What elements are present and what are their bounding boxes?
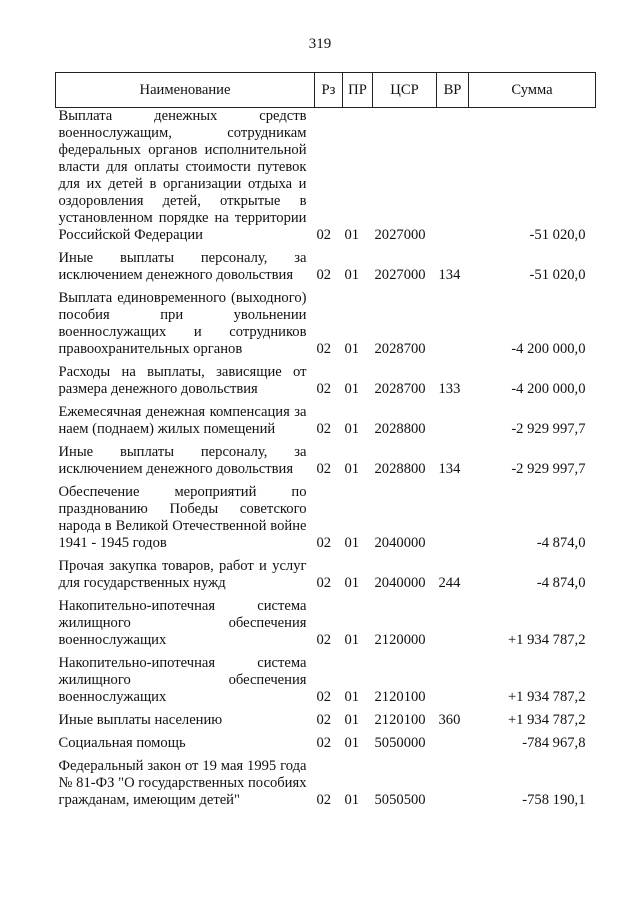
row-csr: 2120100 [374,689,426,705]
table-row [56,729,596,752]
row-name: Выплата единовременного (выходного) пособия при увольнении военнослужащих и сотрудников правоохранительных органов [58,290,307,357]
table-row [56,284,596,358]
row-rz: 02 [316,575,332,591]
table-row [56,706,596,729]
table-row [56,398,596,438]
row-csr: 2040000 [374,575,426,591]
row-csr: 2027000 [374,267,426,283]
row-name: Обеспечение мероприятий по празднованию Победы советского народа в Великой Отечественной войне 1941 - 1945 годов [58,484,307,551]
row-csr: 2028700 [374,381,426,397]
table-row [56,552,596,592]
row-csr: 2120000 [374,632,426,648]
row-sum: +1 934 787,2 [507,712,586,728]
row-name: Накопительно-ипотечная система жилищного обеспечения военнослужащих [58,655,307,705]
table-row [56,592,596,649]
row-vr: 134 [438,267,461,283]
row-csr: 5050000 [374,735,426,751]
row-rz: 02 [316,632,332,648]
header-pr: ПР [343,73,373,108]
table-row [56,358,596,398]
row-vr [437,649,469,706]
table-row [56,244,596,284]
row-vr [437,478,469,552]
row-rz: 02 [316,461,332,477]
header-row [56,73,596,108]
row-sum: -4 200 000,0 [511,341,586,357]
page-number: 319 [308,36,332,52]
row-sum: -2 929 997,7 [511,421,586,437]
row-name: Выплата денежных средств военнослужащим, сотрудникам федеральных органов исполнительной власти для оплаты стоимости путевок для их детей в организации отдыха и оздоровления детей, открытые в установленном порядке на территории Российской Федерации [58,108,307,243]
row-vr: 244 [438,575,461,591]
row-sum: +1 934 787,2 [507,689,586,705]
row-csr: 5050500 [374,792,426,808]
row-csr: 2028700 [374,341,426,357]
row-pr: 01 [344,341,360,357]
table-body [56,108,596,810]
row-vr [437,729,469,752]
row-pr: 01 [344,792,360,808]
row-name: Расходы на выплаты, зависящие от размера денежного довольствия [58,364,307,397]
row-csr: 2027000 [374,227,426,243]
row-pr: 01 [344,735,360,751]
row-rz: 02 [316,421,332,437]
header-sum: Сумма [469,73,596,108]
row-vr [437,108,469,245]
row-rz: 02 [316,792,332,808]
header-vr: ВР [437,73,469,108]
row-rz: 02 [316,689,332,705]
row-sum: -2 929 997,7 [511,461,586,477]
row-pr: 01 [344,632,360,648]
row-pr: 01 [344,535,360,551]
row-name: Иные выплаты персоналу, за исключением денежного довольствия [58,444,307,477]
table-row [56,649,596,706]
row-sum: -4 874,0 [536,575,586,591]
row-vr: 134 [438,461,461,477]
header-csr: ЦСР [373,73,437,108]
row-pr: 01 [344,267,360,283]
row-pr: 01 [344,575,360,591]
row-pr: 01 [344,381,360,397]
row-sum: -4 200 000,0 [511,381,586,397]
row-name: Иные выплаты населению [58,712,223,728]
row-name: Прочая закупка товаров, работ и услуг для государственных нужд [58,558,307,591]
row-pr: 01 [344,712,360,728]
row-rz: 02 [316,227,332,243]
row-name: Накопительно-ипотечная система жилищного обеспечения военнослужащих [58,598,307,648]
row-sum: +1 934 787,2 [507,632,586,648]
row-csr: 2028800 [374,461,426,477]
row-csr: 2040000 [374,535,426,551]
row-sum: -784 967,8 [522,735,586,751]
budget-table [55,72,596,809]
table-row [56,438,596,478]
row-rz: 02 [316,267,332,283]
row-rz: 02 [316,712,332,728]
header-rz: Рз [315,73,343,108]
row-csr: 2120100 [374,712,426,728]
row-vr [437,398,469,438]
row-sum: -4 874,0 [536,535,586,551]
row-rz: 02 [316,341,332,357]
row-rz: 02 [316,735,332,751]
table-row [56,478,596,552]
row-pr: 01 [344,227,360,243]
row-name: Иные выплаты персоналу, за исключением денежного довольствия [58,250,307,283]
table-row [56,752,596,809]
row-pr: 01 [344,421,360,437]
row-pr: 01 [344,461,360,477]
row-vr: 360 [438,712,461,728]
row-name: Федеральный закон от 19 мая 1995 года № 81-ФЗ "О государственных пособиях гражданам, имеющим детей" [58,758,307,808]
row-sum: -51 020,0 [529,267,586,283]
row-rz: 02 [316,535,332,551]
row-sum: -51 020,0 [529,227,586,243]
table-row [56,108,596,245]
row-name: Социальная помощь [58,735,186,751]
row-pr: 01 [344,689,360,705]
row-rz: 02 [316,381,332,397]
row-vr: 133 [438,381,461,397]
header-name: Наименование [56,73,315,108]
row-vr [437,752,469,809]
table-header [56,73,596,108]
row-vr [437,592,469,649]
row-csr: 2028800 [374,421,426,437]
row-name: Ежемесячная денежная компенсация за наем (поднаем) жилых помещений [58,404,307,437]
row-sum: -758 190,1 [522,792,586,808]
row-vr [437,284,469,358]
